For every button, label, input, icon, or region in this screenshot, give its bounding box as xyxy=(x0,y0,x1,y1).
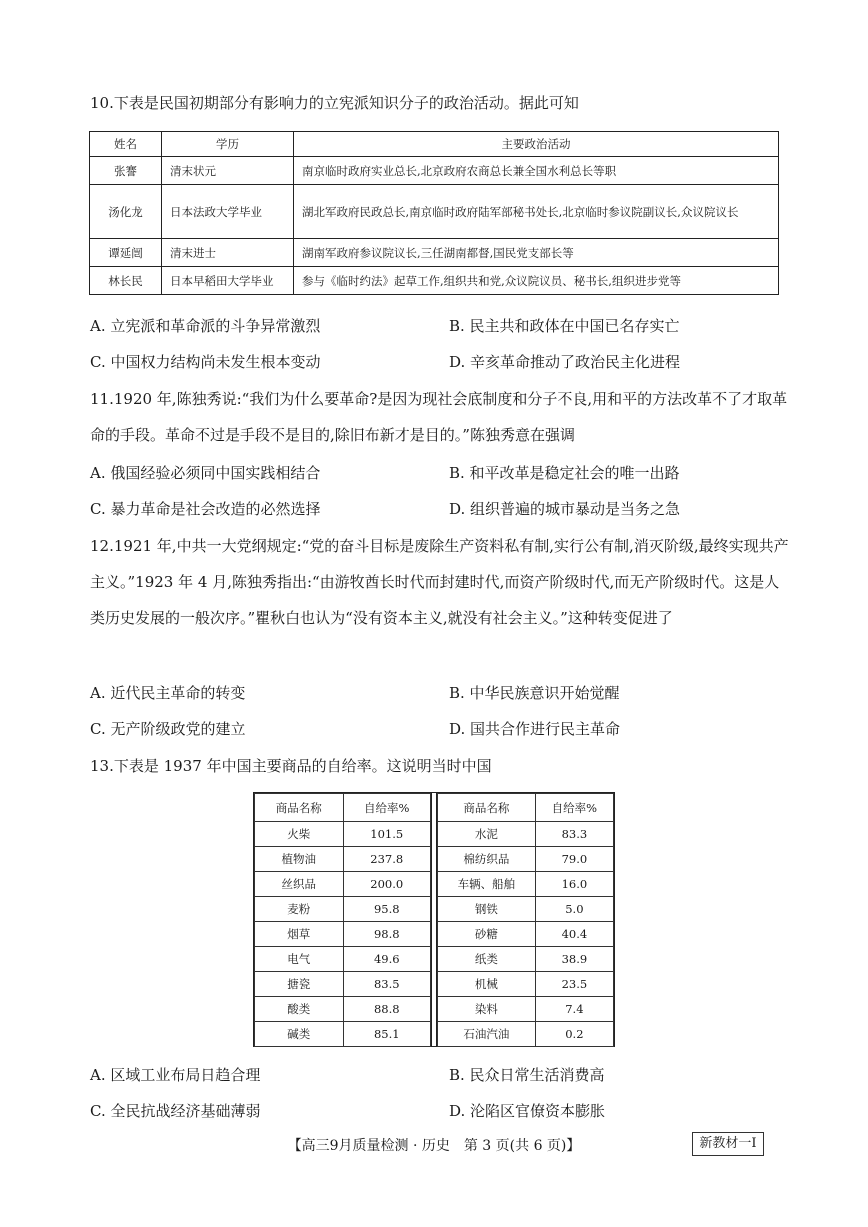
table-cell: 汤化龙 xyxy=(90,185,162,239)
q12-option-d[interactable]: D. 国共合作进行民主革命 xyxy=(449,720,621,738)
table-row xyxy=(255,847,431,872)
table-row xyxy=(255,822,431,847)
edition-badge: 新教材一Ⅰ xyxy=(692,1132,764,1156)
q13-option-d[interactable]: D. 沦陷区官僚资本膨胀 xyxy=(449,1102,606,1120)
table-cell: 83.5 xyxy=(343,972,431,997)
table-cell: 7.4 xyxy=(535,997,613,1022)
table-cell: 清末状元 xyxy=(162,157,294,185)
q12-option-b[interactable]: B. 中华民族意识开始觉醒 xyxy=(449,684,620,702)
table-cell: 日本法政大学毕业 xyxy=(162,185,294,239)
table-cell: 23.5 xyxy=(535,972,613,997)
table-row xyxy=(438,847,614,872)
table-row xyxy=(255,947,431,972)
table-header: 商品名称 xyxy=(255,794,344,822)
page-footer: 【高三9月质量检测 · 历史 第 3 页(共 6 页)】 xyxy=(287,1138,581,1154)
table-row xyxy=(438,822,614,847)
table-cell: 酸类 xyxy=(255,997,344,1022)
table-cell: 79.0 xyxy=(535,847,613,872)
table-cell: 钢铁 xyxy=(438,897,536,922)
q10-option-d[interactable]: D. 辛亥革命推动了政治民主化进程 xyxy=(449,353,681,371)
table-cell: 40.4 xyxy=(535,922,613,947)
table-cell: 棉纺织品 xyxy=(438,847,536,872)
q11-option-b[interactable]: B. 和平改革是稳定社会的唯一出路 xyxy=(449,464,680,482)
table-header-row xyxy=(90,132,779,157)
table-header: 自给率% xyxy=(535,794,613,822)
q11-option-d[interactable]: D. 组织普遍的城市暴动是当务之急 xyxy=(449,500,681,518)
table-header: 学历 xyxy=(162,132,294,157)
table-cell: 参与《临时约法》起草工作,组织共和党,众议院议员、秘书长,组织进步党等 xyxy=(294,267,779,295)
table-cell: 83.3 xyxy=(535,822,613,847)
table-cell: 南京临时政府实业总长,北京政府农商总长兼全国水利总长等职 xyxy=(294,157,779,185)
q10-option-c[interactable]: C. 中国权力结构尚未发生根本变动 xyxy=(90,353,321,371)
q11-option-a[interactable]: A. 俄国经验必须同中国实践相结合 xyxy=(90,464,321,482)
self-sufficiency-table-left xyxy=(254,793,431,1047)
question-13-stem: 13.下表是 1937 年中国主要商品的自给率。这说明当时中国 xyxy=(90,757,492,775)
table-row xyxy=(255,897,431,922)
table-row xyxy=(438,922,614,947)
table-row xyxy=(438,1022,614,1047)
table-cell: 200.0 xyxy=(343,872,431,897)
politics-table xyxy=(89,131,779,295)
table-cell: 机械 xyxy=(438,972,536,997)
question-10 xyxy=(90,85,790,121)
table-cell: 0.2 xyxy=(535,1022,613,1047)
q12-option-c[interactable]: C. 无产阶级政党的建立 xyxy=(90,720,246,738)
q10-option-b[interactable]: B. 民主共和政体在中国已名存实亡 xyxy=(449,317,680,335)
q10-option-a[interactable]: A. 立宪派和革命派的斗争异常激烈 xyxy=(90,317,321,335)
table-row xyxy=(90,185,779,239)
table-cell: 染料 xyxy=(438,997,536,1022)
table-header: 主要政治活动 xyxy=(294,132,779,157)
table-header-row xyxy=(438,794,614,822)
table-cell: 砂糖 xyxy=(438,922,536,947)
table-header: 自给率% xyxy=(343,794,431,822)
table-row xyxy=(255,972,431,997)
table-cell: 麦粉 xyxy=(255,897,344,922)
question-12 xyxy=(90,528,790,636)
table-row xyxy=(255,1022,431,1047)
table-cell: 85.1 xyxy=(343,1022,431,1047)
table-row xyxy=(90,239,779,267)
table-cell: 237.8 xyxy=(343,847,431,872)
table-cell: 搪瓷 xyxy=(255,972,344,997)
question-11 xyxy=(90,381,790,453)
table-cell: 98.8 xyxy=(343,922,431,947)
table-cell: 火柴 xyxy=(255,822,344,847)
self-sufficiency-table-right xyxy=(437,793,614,1047)
table-cell: 日本早稻田大学毕业 xyxy=(162,267,294,295)
table-header-row xyxy=(255,794,431,822)
table-row xyxy=(255,872,431,897)
table-cell: 湖北军政府民政总长,南京临时政府陆军部秘书处长,北京临时参议院副议长,众议院议长 xyxy=(294,185,779,239)
q12-option-a[interactable]: A. 近代民主革命的转变 xyxy=(90,684,246,702)
table-cell: 纸类 xyxy=(438,947,536,972)
table-cell: 清末进士 xyxy=(162,239,294,267)
table-row xyxy=(90,157,779,185)
q13-option-b[interactable]: B. 民众日常生活消费高 xyxy=(449,1066,605,1084)
table-cell: 湖南军政府参议院议长,三任湖南都督,国民党支部长等 xyxy=(294,239,779,267)
table-cell: 16.0 xyxy=(535,872,613,897)
table-cell: 石油汽油 xyxy=(438,1022,536,1047)
table-cell: 101.5 xyxy=(343,822,431,847)
table-cell: 林长民 xyxy=(90,267,162,295)
question-12-stem: 12.1921 年,中共一大党纲规定:“党的奋斗目标是废除生产资料私有制,实行公有制,消灭阶级,最终实现共产主义。”1923 年 4 月,陈独秀指出:“由游牧酋长时代而封建时代,而资产阶级时代,而无产阶级时代。这是人类历史发展的一般次序。”瞿秋白也认为“没有资本主义,就没有社会主义。”这种转变促进了 xyxy=(90,537,789,627)
table-cell: 烟草 xyxy=(255,922,344,947)
table-cell: 88.8 xyxy=(343,997,431,1022)
q11-option-c[interactable]: C. 暴力革命是社会改造的必然选择 xyxy=(90,500,321,518)
table-cell: 谭延闿 xyxy=(90,239,162,267)
table-cell: 水泥 xyxy=(438,822,536,847)
self-sufficiency-table xyxy=(253,792,615,1047)
table-row xyxy=(90,267,779,295)
table-cell: 95.8 xyxy=(343,897,431,922)
table-cell: 张謇 xyxy=(90,157,162,185)
table-cell: 38.9 xyxy=(535,947,613,972)
table-header: 姓名 xyxy=(90,132,162,157)
table-cell: 丝织品 xyxy=(255,872,344,897)
table-row xyxy=(255,997,431,1022)
table-row xyxy=(255,922,431,947)
table-row xyxy=(438,872,614,897)
table-cell: 电气 xyxy=(255,947,344,972)
table-cell: 49.6 xyxy=(343,947,431,972)
table-header: 商品名称 xyxy=(438,794,536,822)
table-cell: 5.0 xyxy=(535,897,613,922)
q13-option-c[interactable]: C. 全民抗战经济基础薄弱 xyxy=(90,1102,261,1120)
table-row xyxy=(438,972,614,997)
question-10-stem: 10.下表是民国初期部分有影响力的立宪派知识分子的政治活动。据此可知 xyxy=(90,94,579,112)
table-cell: 车辆、船舶 xyxy=(438,872,536,897)
table-cell: 植物油 xyxy=(255,847,344,872)
table-cell: 碱类 xyxy=(255,1022,344,1047)
question-11-stem: 11.1920 年,陈独秀说:“我们为什么要革命?是因为现社会底制度和分子不良,用和平的方法改革不了才取革命的手段。革命不过是手段不是目的,除旧布新才是目的。”陈独秀意在强调 xyxy=(90,390,788,444)
table-row xyxy=(438,947,614,972)
table-row xyxy=(438,997,614,1022)
question-13 xyxy=(90,748,790,784)
table-row xyxy=(438,897,614,922)
q13-option-a[interactable]: A. 区域工业布局日趋合理 xyxy=(90,1066,261,1084)
